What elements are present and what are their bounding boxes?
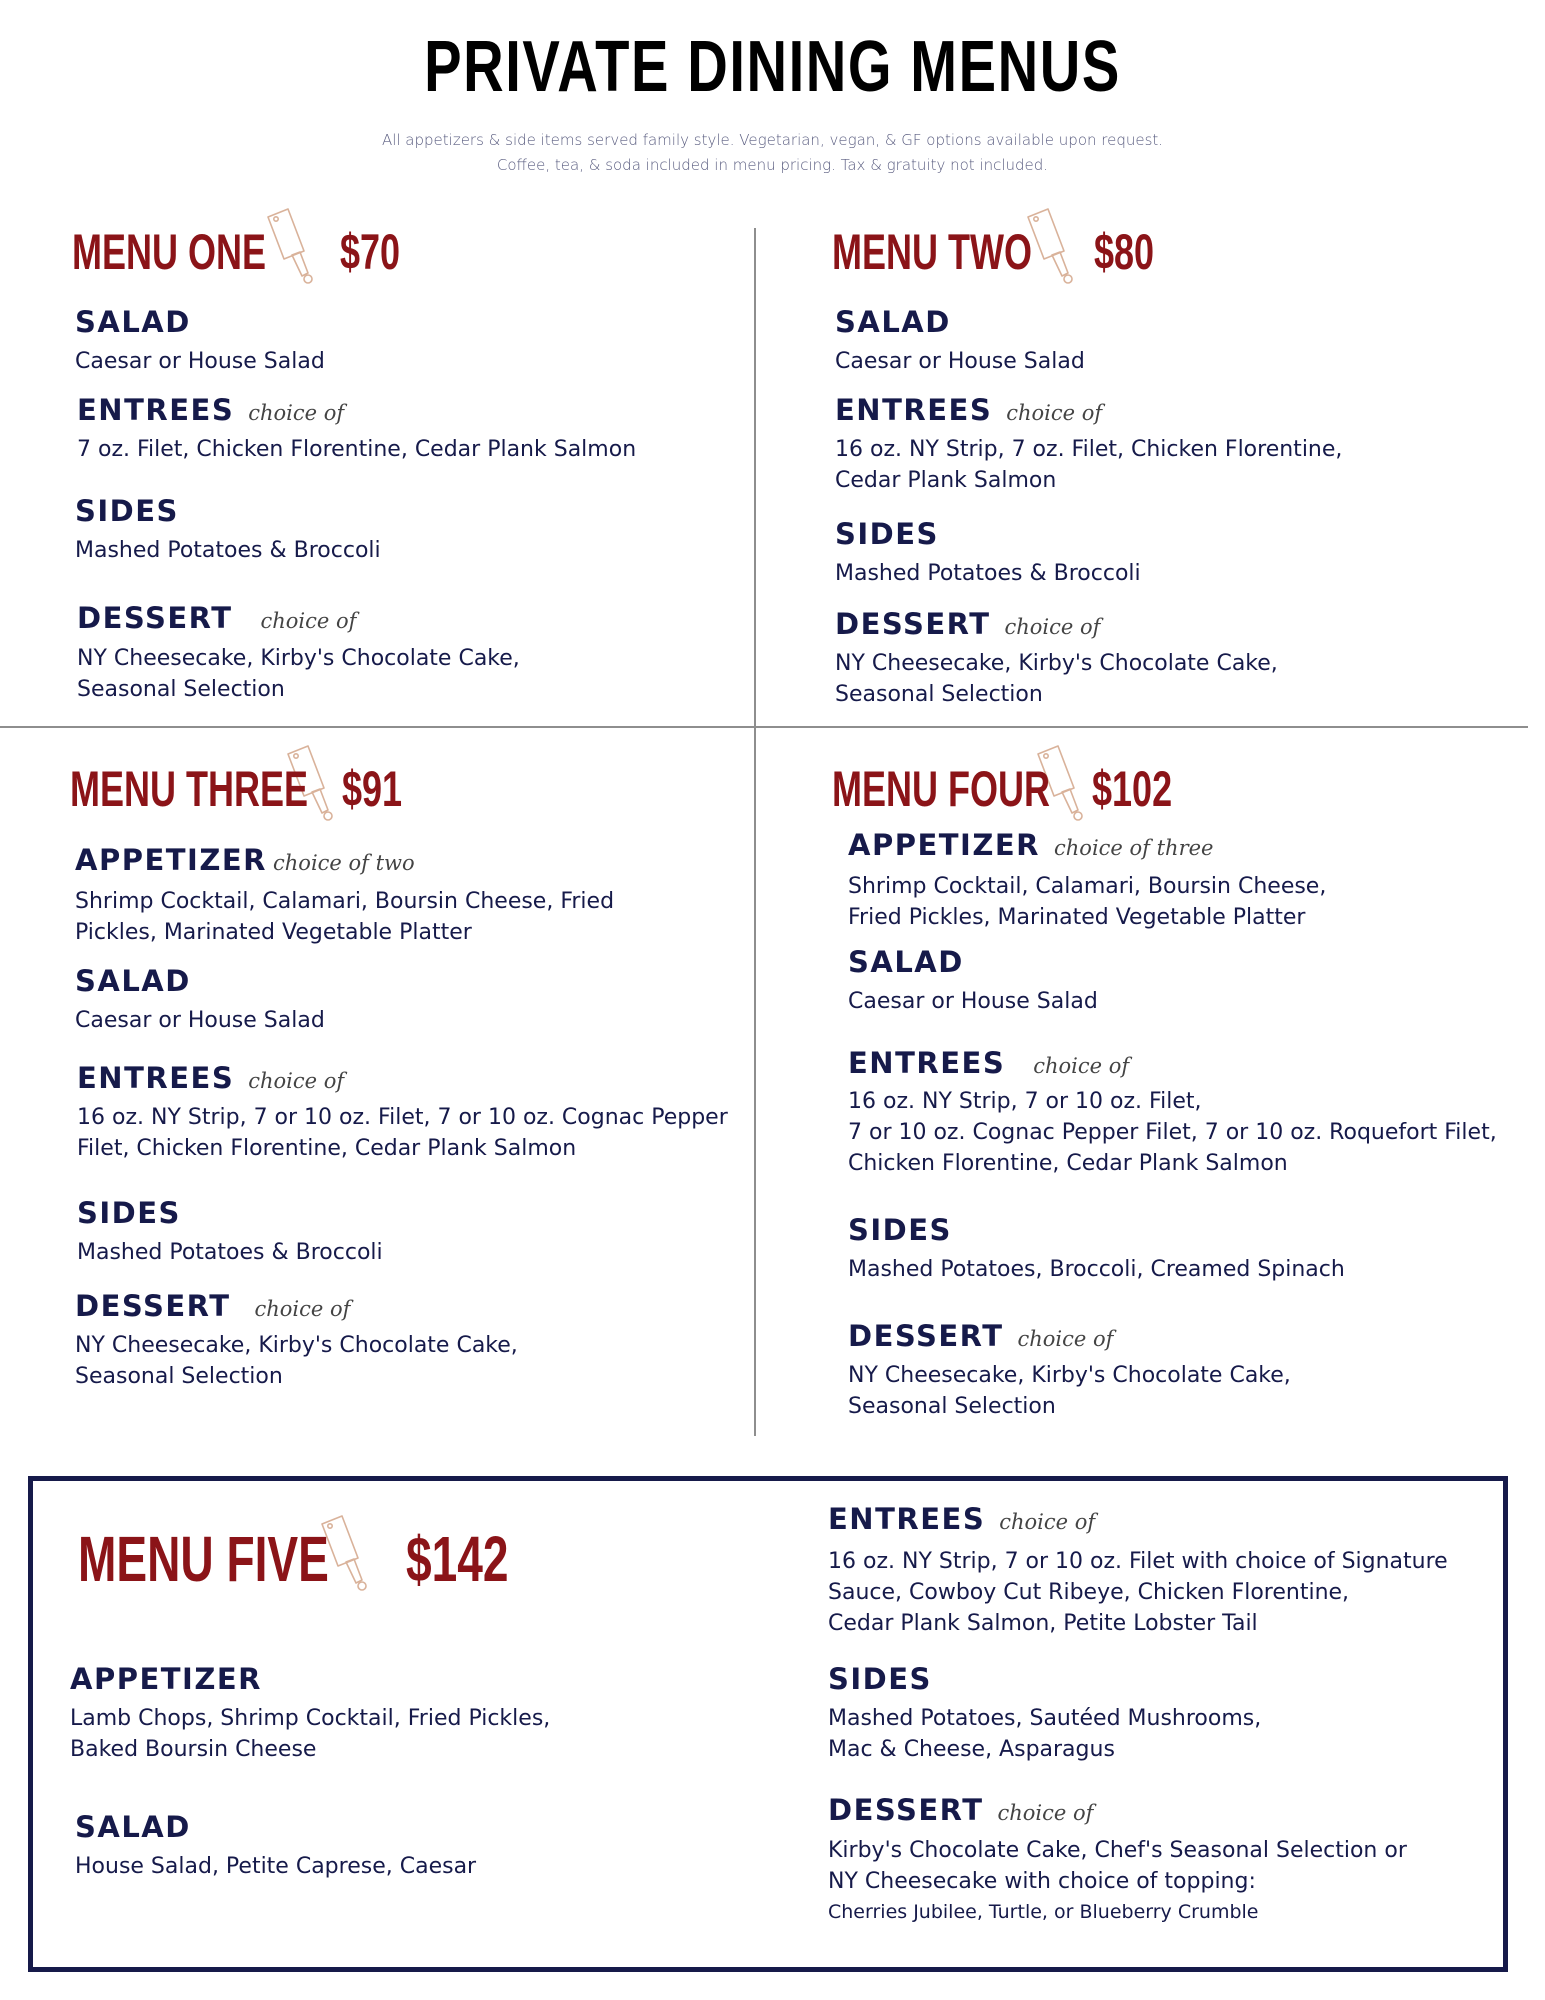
menu-one-header xyxy=(72,205,401,299)
menu-five-entrees-choice: choice of xyxy=(999,1510,1096,1534)
menu-four-appetizer-items xyxy=(848,871,1326,933)
menu-three-sides-text: Mashed Potatoes & Broccoli xyxy=(77,1240,383,1265)
menu-one-entrees-heading xyxy=(77,393,344,427)
menu-four-sides-text: Mashed Potatoes, Broccoli, Creamed Spinach xyxy=(848,1257,1345,1282)
menu-five-price: $142 xyxy=(406,1523,509,1595)
list-item: Seasonal Selection xyxy=(75,1364,283,1389)
menu-four-dessert-choice: choice of xyxy=(1017,1327,1114,1351)
list-item: 16 oz. NY Strip, 7 or 10 oz. Filet with choice of Signature xyxy=(828,1549,1448,1574)
menu-two-dessert-heading xyxy=(835,607,1100,641)
list-item: Filet, Chicken Florentine, Cedar Plank Salmon xyxy=(77,1136,577,1161)
list-item: 7 oz. Filet, Chicken Florentine, Cedar Plank Salmon xyxy=(77,437,637,462)
menu-one-price: $70 xyxy=(340,224,401,280)
menu-three-appetizer-heading xyxy=(75,843,415,877)
menu-four-entrees-heading xyxy=(848,1046,1129,1080)
list-item: Cedar Plank Salmon, Petite Lobster Tail xyxy=(828,1611,1258,1636)
menu-two-dessert-items xyxy=(835,648,1278,710)
list-item: Shrimp Cocktail, Calamari, Boursin Cheese, xyxy=(848,874,1327,899)
menu-one-sides-heading xyxy=(75,494,179,528)
menu-five-sides-label: SIDES xyxy=(828,1662,932,1696)
menu-two-entrees-label: ENTREES xyxy=(835,393,993,427)
menu-four-sides-items xyxy=(848,1254,1345,1285)
menu-one-sides-text: Mashed Potatoes & Broccoli xyxy=(75,538,381,563)
menu-three-dessert-choice: choice of xyxy=(254,1297,351,1321)
list-item: 16 oz. NY Strip, 7 or 10 oz. Filet, 7 or 10 oz. Cognac Pepper xyxy=(77,1105,728,1130)
menu-one-sides-label: SIDES xyxy=(75,494,179,528)
menu-four-sides-label: SIDES xyxy=(848,1213,952,1247)
page-title: PRIVATE DINING MENUS xyxy=(424,27,1121,107)
menu-three-appetizer-items xyxy=(75,886,614,948)
menu-two-dessert-label: DESSERT xyxy=(835,607,991,641)
menu-two-entrees-choice: choice of xyxy=(1006,401,1103,425)
menu-four-entrees-label: ENTREES xyxy=(848,1046,1006,1080)
menu-five-entrees-items xyxy=(828,1546,1448,1639)
menu-five-dessert-label: DESSERT xyxy=(828,1793,984,1827)
list-item: NY Cheesecake, Kirby's Chocolate Cake, xyxy=(75,1333,518,1358)
menu-two-sides-heading xyxy=(835,517,939,551)
menu-four-appetizer-heading xyxy=(848,828,1213,862)
menu-four-salad-heading xyxy=(848,945,964,979)
menu-four-salad-label: SALAD xyxy=(848,945,964,979)
menu-two-sides-label: SIDES xyxy=(835,517,939,551)
list-item: NY Cheesecake, Kirby's Chocolate Cake, xyxy=(835,651,1278,676)
menu-five-sides-items xyxy=(828,1703,1261,1765)
menu-one-sides-items xyxy=(75,535,381,566)
list-item: NY Cheesecake with choice of topping: xyxy=(828,1869,1256,1894)
menu-five-dessert-choice: choice of xyxy=(997,1801,1094,1825)
menu-two-price: $80 xyxy=(1094,224,1155,280)
menu-four-price: $102 xyxy=(1092,761,1173,817)
menu-three-dessert-heading xyxy=(75,1289,350,1323)
list-item: Kirby's Chocolate Cake, Chef's Seasonal Selection or xyxy=(828,1838,1407,1863)
page-subtitle-line-2: Coffee, tea, & soda included in menu pricing. Tax & gratuity not included. xyxy=(496,156,1049,174)
menu-one-salad-text: Caesar or House Salad xyxy=(75,349,325,374)
list-item: Lamb Chops, Shrimp Cocktail, Fried Pickles, xyxy=(70,1706,551,1731)
list-item: NY Cheesecake, Kirby's Chocolate Cake, xyxy=(77,646,520,671)
menu-one-entrees-choice: choice of xyxy=(248,401,345,425)
list-item: Mashed Potatoes, Sautéed Mushrooms, xyxy=(828,1706,1262,1731)
menu-one-dessert-heading xyxy=(77,601,356,635)
menu-one-entrees-label: ENTREES xyxy=(77,393,235,427)
menu-five-salad-label: SALAD xyxy=(75,1810,191,1844)
menu-one-dessert-items xyxy=(77,643,520,705)
menu-five-salad-heading xyxy=(75,1810,191,1844)
menu-five-sides-heading xyxy=(828,1662,932,1696)
menu-five-dessert-items xyxy=(828,1835,1407,1928)
menu-one-entrees-items xyxy=(77,434,636,465)
list-item: Pickles, Marinated Vegetable Platter xyxy=(75,920,472,945)
list-item: NY Cheesecake, Kirby's Chocolate Cake, xyxy=(848,1363,1291,1388)
menu-three-salad-items xyxy=(75,1005,325,1036)
list-item: Shrimp Cocktail, Calamari, Boursin Cheese, Fried xyxy=(75,889,615,914)
list-item: Fried Pickles, Marinated Vegetable Platter xyxy=(848,905,1306,930)
menu-two-entrees-heading xyxy=(835,393,1102,427)
menu-two-salad-heading xyxy=(835,305,951,339)
menu-three-dessert-items xyxy=(75,1330,518,1392)
menu-five-entrees-label: ENTREES xyxy=(828,1502,986,1536)
menu-four-salad-items xyxy=(848,986,1098,1017)
menu-two-header xyxy=(832,205,1155,299)
menu-four-sides-heading xyxy=(848,1213,952,1247)
menu-two-salad-items xyxy=(835,346,1085,377)
menu-three-price: $91 xyxy=(342,761,403,817)
page-subtitle-line-1: All appetizers & side items served family style. Vegetarian, vegan, & GF options available upon request. xyxy=(381,131,1164,149)
menu-four-name: MENU FOUR xyxy=(832,761,1050,817)
menu-two-salad-label: SALAD xyxy=(835,305,951,339)
menu-five-appetizer-heading xyxy=(70,1662,262,1696)
menu-five-appetizer-items xyxy=(70,1703,550,1765)
list-item: Seasonal Selection xyxy=(835,682,1043,707)
list-item: 16 oz. NY Strip, 7 or 10 oz. Filet, xyxy=(848,1089,1202,1114)
menu-three-salad-heading xyxy=(75,964,191,998)
menu-five-salad-text: House Salad, Petite Caprese, Caesar xyxy=(75,1854,477,1879)
menu-three-dessert-label: DESSERT xyxy=(75,1289,231,1323)
list-item: Seasonal Selection xyxy=(77,677,285,702)
menu-three-salad-label: SALAD xyxy=(75,964,191,998)
menu-three-sides-items xyxy=(77,1237,383,1268)
menu-two-name: MENU TWO xyxy=(832,224,1032,280)
menu-five-appetizer-label: APPETIZER xyxy=(70,1662,263,1696)
menu-one-dessert-choice: choice of xyxy=(260,609,357,633)
menu-four-dessert-items xyxy=(848,1360,1291,1422)
menu-four-dessert-label: DESSERT xyxy=(848,1319,1004,1353)
menu-five-name: MENU FIVE xyxy=(78,1523,329,1595)
menu-one-dessert-label: DESSERT xyxy=(77,601,233,635)
horizontal-divider xyxy=(0,726,1528,728)
menu-three-entrees-label: ENTREES xyxy=(77,1061,235,1095)
cleaver-icon xyxy=(262,205,322,299)
menu-five-header xyxy=(78,1512,538,1606)
menu-two-sides-items xyxy=(835,558,1141,589)
menu-five-entrees-heading xyxy=(828,1502,1095,1536)
list-item: 7 or 10 oz. Cognac Pepper Filet, 7 or 10 oz. Roquefort Filet, xyxy=(848,1120,1497,1145)
menu-three-appetizer-label: APPETIZER xyxy=(75,843,268,877)
list-item: Sauce, Cowboy Cut Ribeye, Chicken Florentine, xyxy=(828,1580,1350,1605)
menu-four-appetizer-label: APPETIZER xyxy=(848,828,1041,862)
menu-five-dessert-heading xyxy=(828,1793,1093,1827)
menu-one-salad-heading xyxy=(75,305,191,339)
menu-three-sides-heading xyxy=(77,1196,181,1230)
menu-four-salad-text: Caesar or House Salad xyxy=(848,989,1098,1014)
menu-one-name: MENU ONE xyxy=(72,224,267,280)
menu-two-sides-text: Mashed Potatoes & Broccoli xyxy=(835,561,1141,586)
menu-three-name: MENU THREE xyxy=(70,761,309,817)
vertical-divider xyxy=(754,228,756,1436)
menu-three-entrees-choice: choice of xyxy=(248,1069,345,1093)
menu-one-salad-items xyxy=(75,346,325,377)
menu-three-entrees-items xyxy=(77,1102,728,1164)
list-item: Seasonal Selection xyxy=(848,1394,1056,1419)
menu-four-entrees-items xyxy=(848,1086,1497,1179)
list-item: Mac & Cheese, Asparagus xyxy=(828,1737,1115,1762)
list-item: 16 oz. NY Strip, 7 oz. Filet, Chicken Florentine, xyxy=(835,437,1343,462)
menu-two-entrees-items xyxy=(835,434,1342,496)
list-item: Baked Boursin Cheese xyxy=(70,1737,317,1762)
menu-five-salad-items xyxy=(75,1851,476,1882)
menu-two-dessert-choice: choice of xyxy=(1004,615,1101,639)
menu-four-header xyxy=(832,742,1192,836)
menu-four-appetizer-choice: choice of three xyxy=(1054,836,1214,860)
menu-four-dessert-heading xyxy=(848,1319,1113,1353)
menu-three-entrees-heading xyxy=(77,1061,344,1095)
menu-four-entrees-choice: choice of xyxy=(1033,1054,1130,1078)
list-item: Cedar Plank Salmon xyxy=(835,468,1057,493)
menu-one-salad-label: SALAD xyxy=(75,305,191,339)
menu-five-dessert-toppings: Cherries Jubilee, Turtle, or Blueberry Crumble xyxy=(828,1901,1259,1923)
menu-three-appetizer-choice: choice of two xyxy=(273,851,415,875)
menu-two-salad-text: Caesar or House Salad xyxy=(835,349,1085,374)
menu-three-salad-text: Caesar or House Salad xyxy=(75,1008,325,1033)
list-item: Chicken Florentine, Cedar Plank Salmon xyxy=(848,1151,1288,1176)
menu-three-sides-label: SIDES xyxy=(77,1196,181,1230)
menu-three-header xyxy=(70,742,430,836)
